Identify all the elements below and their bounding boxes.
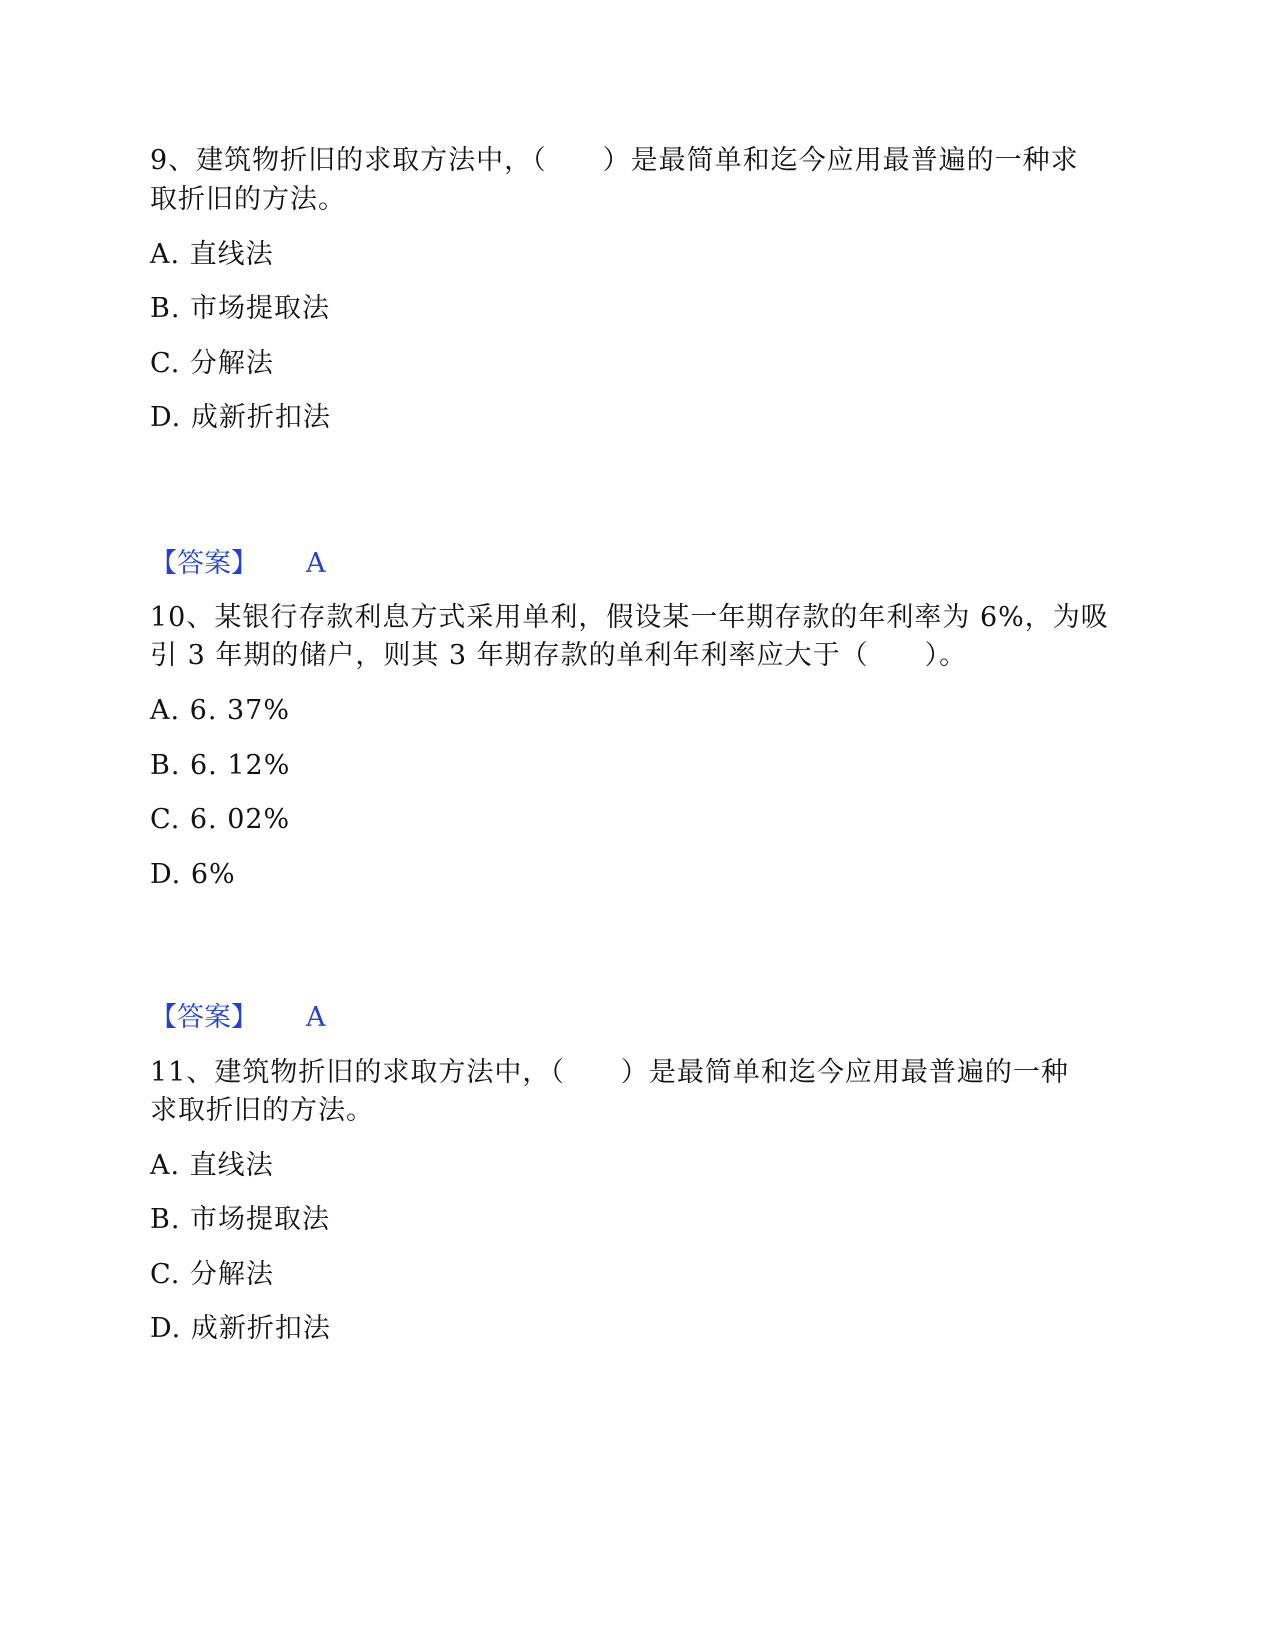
question-10-option-b: B. 6. 12% — [150, 750, 291, 781]
answer-value: A — [306, 548, 326, 579]
question-9-option-a: A. 直线法 — [150, 239, 274, 270]
answer-label: 【答案】 — [150, 1002, 258, 1033]
question-9-answer — [150, 546, 326, 582]
question-10-option-a: A. 6. 37% — [150, 695, 291, 726]
question-9-stem-line-1: 9、建筑物折旧的求取方法中，（ ）是最简单和迄今应用最普遍的一种求 — [150, 145, 1079, 176]
question-10-answer — [150, 1000, 326, 1036]
question-11-option-a: A. 直线法 — [150, 1150, 274, 1181]
question-10-option-d: D. 6% — [150, 859, 236, 890]
question-11-stem-line-2: 求取折旧的方法。 — [150, 1095, 374, 1126]
question-10-stem-line-2: 引 3 年期的储户，则其 3 年期存款的单利年利率应大于（ ）。 — [150, 640, 968, 671]
question-11-stem-line-1: 11、建筑物折旧的求取方法中，（ ）是最简单和迄今应用最普遍的一种 — [150, 1057, 1069, 1088]
question-9-option-c: C. 分解法 — [150, 348, 274, 379]
question-11-option-b: B. 市场提取法 — [150, 1204, 331, 1235]
question-9-stem-line-2: 取折旧的方法。 — [150, 184, 346, 215]
question-9-option-d: D. 成新折扣法 — [150, 402, 331, 433]
question-9-option-b: B. 市场提取法 — [150, 293, 331, 324]
answer-value: A — [306, 1002, 326, 1033]
question-10-stem-line-1: 10、某银行存款利息方式采用单利，假设某一年期存款的年利率为 6%，为吸 — [150, 602, 1109, 633]
answer-label: 【答案】 — [150, 548, 258, 579]
question-10-option-c: C. 6. 02% — [150, 804, 291, 835]
question-11-option-d: D. 成新折扣法 — [150, 1313, 331, 1344]
question-11-option-c: C. 分解法 — [150, 1259, 274, 1290]
